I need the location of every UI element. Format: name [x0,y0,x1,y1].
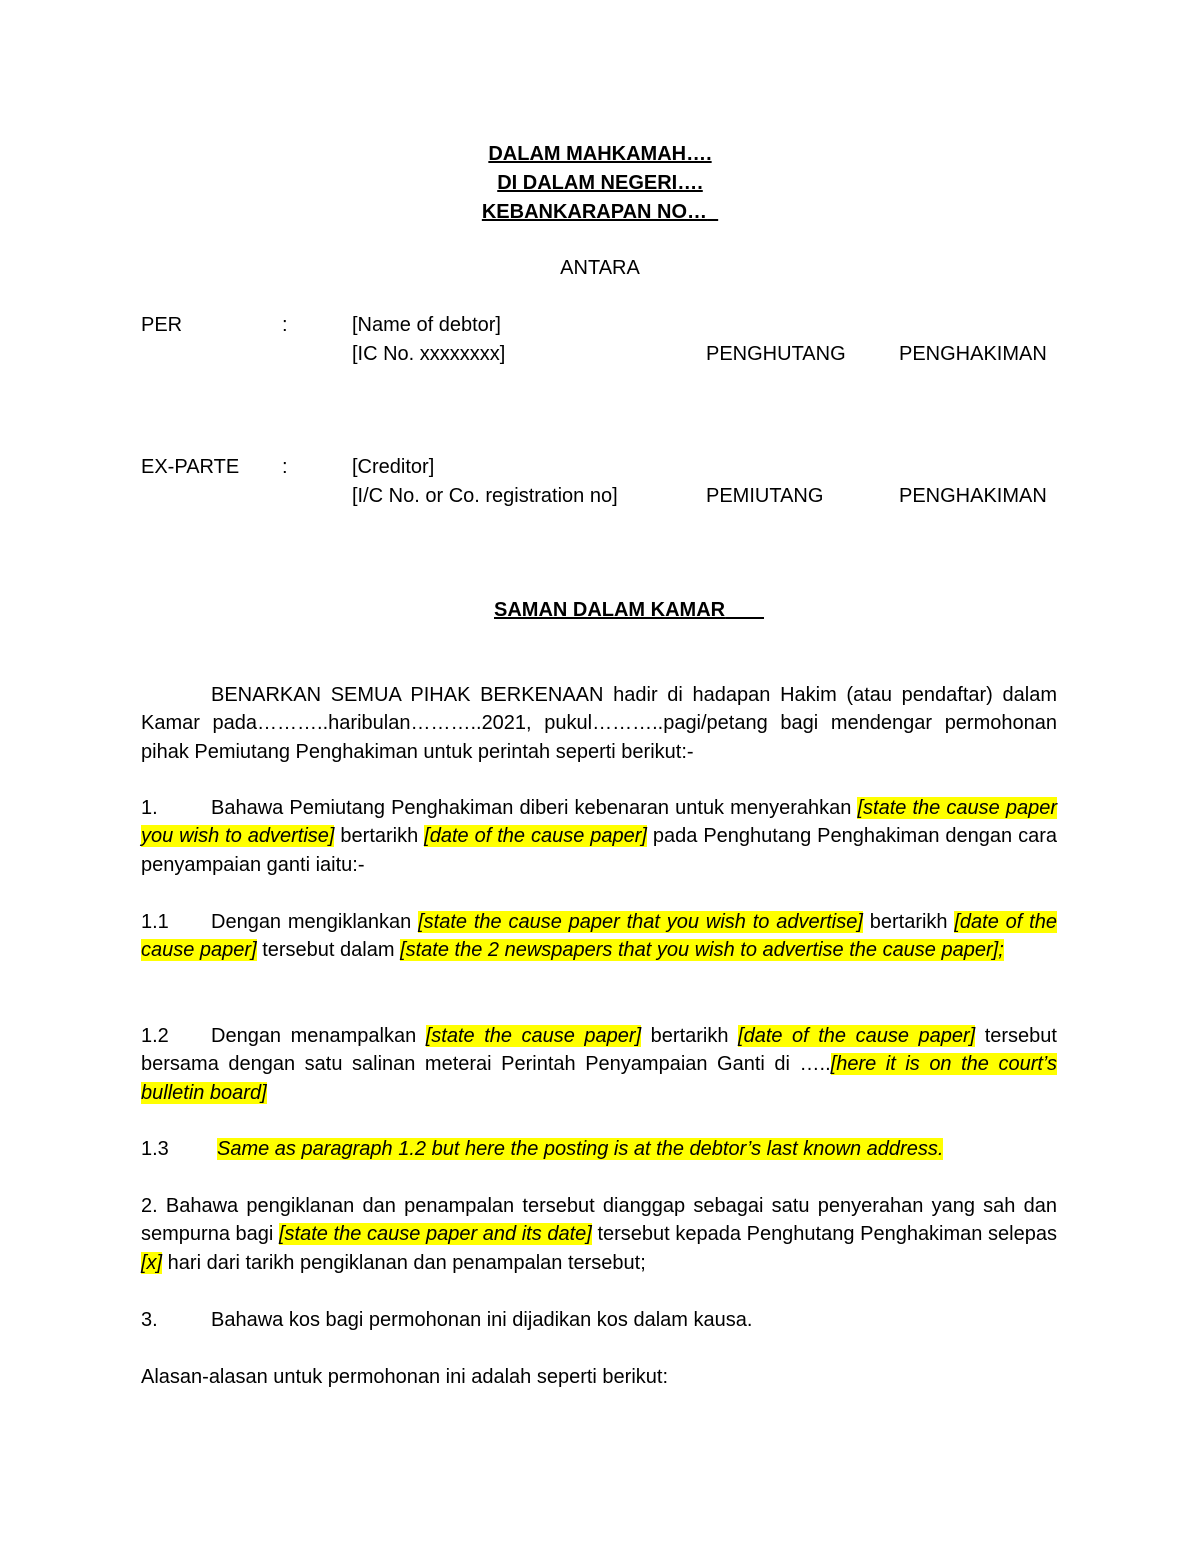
debtor-ic: [IC No. xxxxxxxx] [352,343,506,365]
paragraph-3-number: 3. [141,1309,158,1331]
highlight-cause-paper: [state the cause paper] [425,1025,642,1047]
court-heading: DALAM MAHKAMAH…. [488,143,712,165]
party-exparte-colon: : [282,456,288,478]
highlight-cause-paper: [state the cause paper that you wish to advertise] [418,911,863,933]
paragraph-2: 2. Bahawa pengiklanan dan penampalan tersebut dianggap sebagai satu penyerahan yang sah dan sempurna bagi [state the cause paper and its date] tersebut kepada Penghutang Penghakiman selepas [x] hari dari tarikh pengiklanan dan penampalan tersebut; [141,1195,1057,1274]
debtor-name: [Name of debtor] [352,314,501,336]
between-label: ANTARA [560,257,640,279]
highlight-date: [date of the cause paper] [424,825,647,848]
highlight-last-known-address: Same as paragraph 1.2 but here the posting is at the debtor’s last known address. [217,1138,944,1160]
paragraph-1-1-number: 1.1 [141,911,169,933]
highlight-date: [date of the cause paper] [141,911,1057,962]
party-per-colon: : [282,314,288,336]
paragraph-1-3 [141,1135,1057,1163]
highlight-newspapers: [state the 2 newspapers that you wish to advertise the cause paper]; [400,939,1004,962]
paragraph-1-2-number: 1.2 [141,1025,169,1047]
paragraph-1: 1. Bahawa Pemiutang Penghakiman diberi kebenaran untuk menyerahkan [state the cause paper you wish to advertise] bertarikh [date of the cause paper] pada Penghutang Penghakiman dengan cara penyampaian ganti iaitu:- [141,794,1057,879]
paragraph-3: 3. Bahawa kos bagi permohonan ini dijadikan kos dalam kausa. [141,1306,1057,1334]
party-exparte-label: EX-PARTE [141,456,240,478]
highlight-bulletin-board: [here it is on the court’s bulletin board] [141,1053,1058,1104]
creditor-role-2: PENGHAKIMAN [899,485,1047,507]
paragraph-1-number: 1. [141,797,158,819]
reasons-line: Alasan-alasan untuk permohonan ini adalah seperti berikut: [141,1366,669,1388]
creditor-name: [Creditor] [352,456,435,478]
paragraph-1-3-number: 1.3 [141,1138,169,1160]
document-title: SAMAN DALAM KAMAR [494,599,726,621]
highlight-days: [x] [141,1251,163,1274]
party-per-label: PER [141,314,183,336]
paragraph-1-1: 1.1 Dengan mengiklankan [state the cause paper that you wish to advertise] bertarikh [date of the cause paper] tersebut dalam [state the 2 newspapers that you wish to advertise the cause paper]; [141,908,1057,965]
creditor-role-1: PEMIUTANG [706,485,824,507]
debtor-role-2: PENGHAKIMAN [899,343,1047,365]
intro-paragraph: BENARKAN SEMUA PIHAK BERKENAAN hadir di hadapan Hakim (atau pendaftar) dalam Kamar pada………..haribulan………..2021, pukul………..pagi/petang bagi mendengar permohonan pihak Pemiutang Penghakiman untuk perintah seperti berikut:- [141,684,1057,763]
debtor-role-1: PENGHUTANG [706,343,846,365]
creditor-registration: [I/C No. or Co. registration no] [352,485,618,507]
highlight-date: [date of the cause paper] [738,1025,976,1047]
highlight-cause-paper-date: [state the cause paper and its date] [279,1223,592,1246]
highlight-cause-paper: [state the cause paper you wish to advertise] [141,797,1057,848]
case-number-heading: KEBANKARAPAN NO… [481,201,708,223]
paragraph-1-2: 1.2 Dengan menampalkan [state the cause paper] bertarikh [date of the cause paper] tersebut bersama dengan satu salinan meterai Perintah Penyampaian Ganti di …..[here it is on the court’s bulletin board] [141,1022,1057,1107]
state-heading: DI DALAM NEGERI…. [497,172,703,194]
